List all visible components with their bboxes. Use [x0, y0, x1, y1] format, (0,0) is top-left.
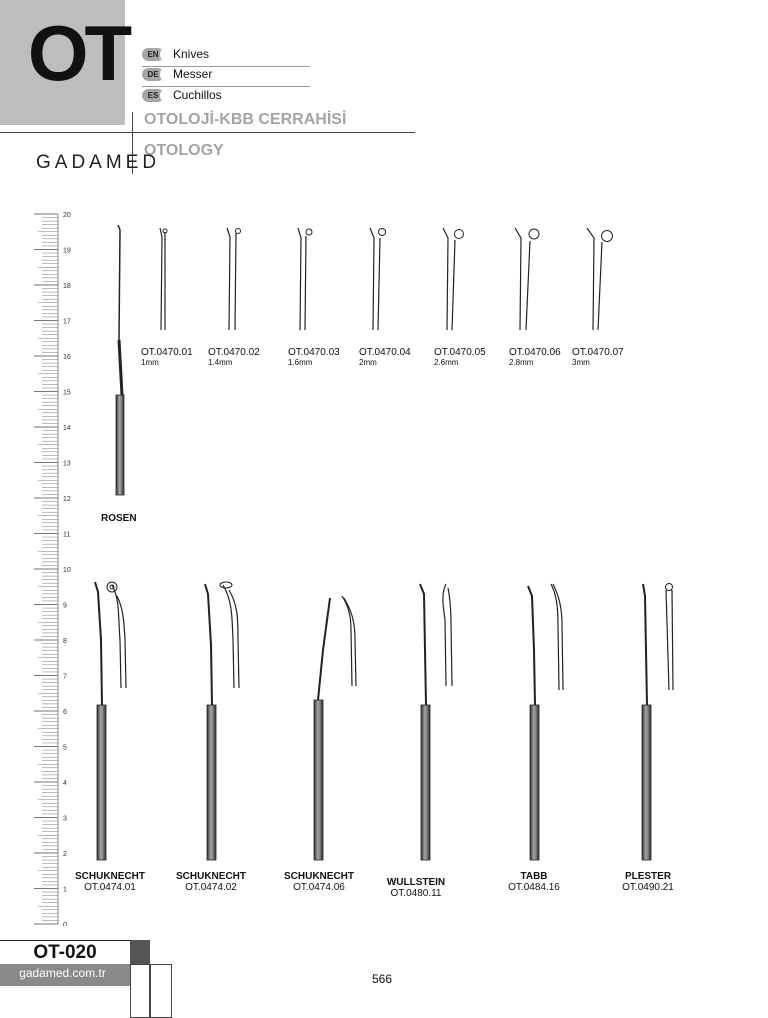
tip-size: 2.6mm	[434, 358, 459, 367]
lang-tag-en: EN	[142, 48, 164, 61]
rosen-tip-6	[515, 228, 539, 330]
product-code: OT.0480.11	[390, 888, 442, 899]
product-code: OT.0470.03	[288, 347, 340, 358]
tip-size: 2.8mm	[509, 358, 534, 367]
website-link[interactable]: gadamed.com.tr	[19, 966, 106, 980]
footer-box	[150, 964, 172, 1018]
instrument-name: WULLSTEIN	[386, 877, 446, 888]
brand-logo: GADAMED	[36, 152, 161, 173]
ruler-label: 16	[63, 354, 71, 361]
variant-label-4	[359, 347, 411, 367]
product-code: OT.0484.16	[508, 882, 560, 893]
ruler-label: 7	[63, 673, 67, 681]
tabb-instrument	[528, 584, 563, 860]
schuknecht-06-instrument	[314, 596, 356, 860]
instrument-name: SCHUKNECHT	[176, 871, 246, 882]
ruler-label: 2	[63, 851, 67, 858]
rosen-tip-4	[370, 228, 386, 330]
variant-label-5	[434, 347, 486, 367]
plester-instrument	[642, 584, 673, 861]
ruler-label: 15	[63, 389, 71, 397]
instrument-name: SCHUKNECHT	[284, 871, 354, 882]
ruler-label: 3	[63, 815, 67, 823]
instrument-name: ROSEN	[101, 513, 137, 524]
variant-label-1	[141, 347, 193, 367]
product-code: OT.0474.01	[84, 882, 136, 893]
schuknecht-01-instrument	[95, 582, 126, 860]
instrument-label-3	[281, 871, 357, 893]
rosen-tip-3	[298, 228, 312, 330]
rosen-tip-1	[160, 228, 167, 330]
instrument-label-6	[610, 871, 686, 893]
rosen-tip-2	[227, 228, 241, 330]
tip-size: 1.6mm	[288, 358, 313, 367]
product-code: OT.0490.21	[622, 882, 674, 893]
rosen-tip-5	[443, 228, 464, 330]
ruler-label: 9	[63, 602, 67, 610]
product-code: OT.0474.02	[185, 882, 237, 893]
ruler-label: 4	[63, 780, 67, 787]
instrument-name: PLESTER	[624, 871, 672, 882]
ruler-label: 20	[63, 212, 71, 219]
ruler-label: 13	[63, 460, 71, 468]
section-title-tr: OTOLOJİ-KBB CERRAHİSİ	[144, 111, 347, 128]
page-code: OT-020	[0, 940, 130, 965]
instrument-label-4	[378, 877, 454, 899]
footer-box	[130, 964, 150, 1018]
rosen-instrument	[116, 225, 124, 495]
wullstein-instrument	[420, 584, 452, 860]
ruler-label: 12	[63, 496, 71, 503]
ruler-label: 6	[63, 709, 67, 716]
tip-size: 2mm	[359, 358, 377, 367]
variant-label-7	[572, 347, 624, 367]
lang-tag-de: DE	[142, 68, 164, 81]
ruler-label: 0	[63, 922, 67, 926]
product-code: OT.0474.06	[293, 882, 345, 893]
ruler-label: 8	[63, 638, 67, 645]
ruler-label: 17	[63, 318, 71, 326]
product-code: OT.0470.01	[141, 347, 193, 358]
instrument-label-2	[173, 871, 249, 893]
instrument-label-1	[72, 871, 148, 893]
variant-label-6	[509, 347, 561, 367]
product-code: OT.0470.06	[509, 347, 561, 358]
rosen-tip-7	[587, 228, 613, 330]
tip-size: 3mm	[572, 358, 590, 367]
lang-text-en: Knives	[173, 47, 210, 61]
variant-label-3	[288, 347, 340, 367]
rosen-name	[101, 513, 137, 524]
product-code: OT.0470.05	[434, 347, 486, 358]
instrument-name: SCHUKNECHT	[75, 871, 145, 882]
tip-size: 1mm	[141, 358, 159, 367]
tip-size: 1.4mm	[208, 358, 233, 367]
instrument-label-5	[496, 871, 572, 893]
ruler-label: 5	[63, 744, 67, 752]
ruler-label: 14	[63, 425, 71, 432]
ruler-label: 18	[63, 283, 71, 290]
ruler-label: 10	[63, 567, 71, 574]
variant-label-2	[208, 347, 260, 367]
ruler-label: 19	[63, 247, 71, 255]
instrument-name: TABB	[520, 871, 548, 882]
ruler-label: 11	[63, 531, 71, 539]
ruler-label: 1	[63, 886, 67, 894]
section-title-en: OTOLOGY	[144, 142, 224, 159]
schuknecht-02-instrument	[205, 582, 239, 860]
product-code: OT.0470.04	[359, 347, 411, 358]
footer-accent	[130, 940, 150, 964]
page-number: 566	[372, 972, 393, 986]
lang-tag-es: ES	[142, 89, 164, 102]
product-code: OT.0470.02	[208, 347, 260, 358]
lang-text-de: Messer	[173, 67, 213, 81]
category-code: OT	[27, 9, 129, 97]
lang-text-es: Cuchillos	[173, 88, 222, 102]
product-code: OT.0470.07	[572, 347, 624, 358]
